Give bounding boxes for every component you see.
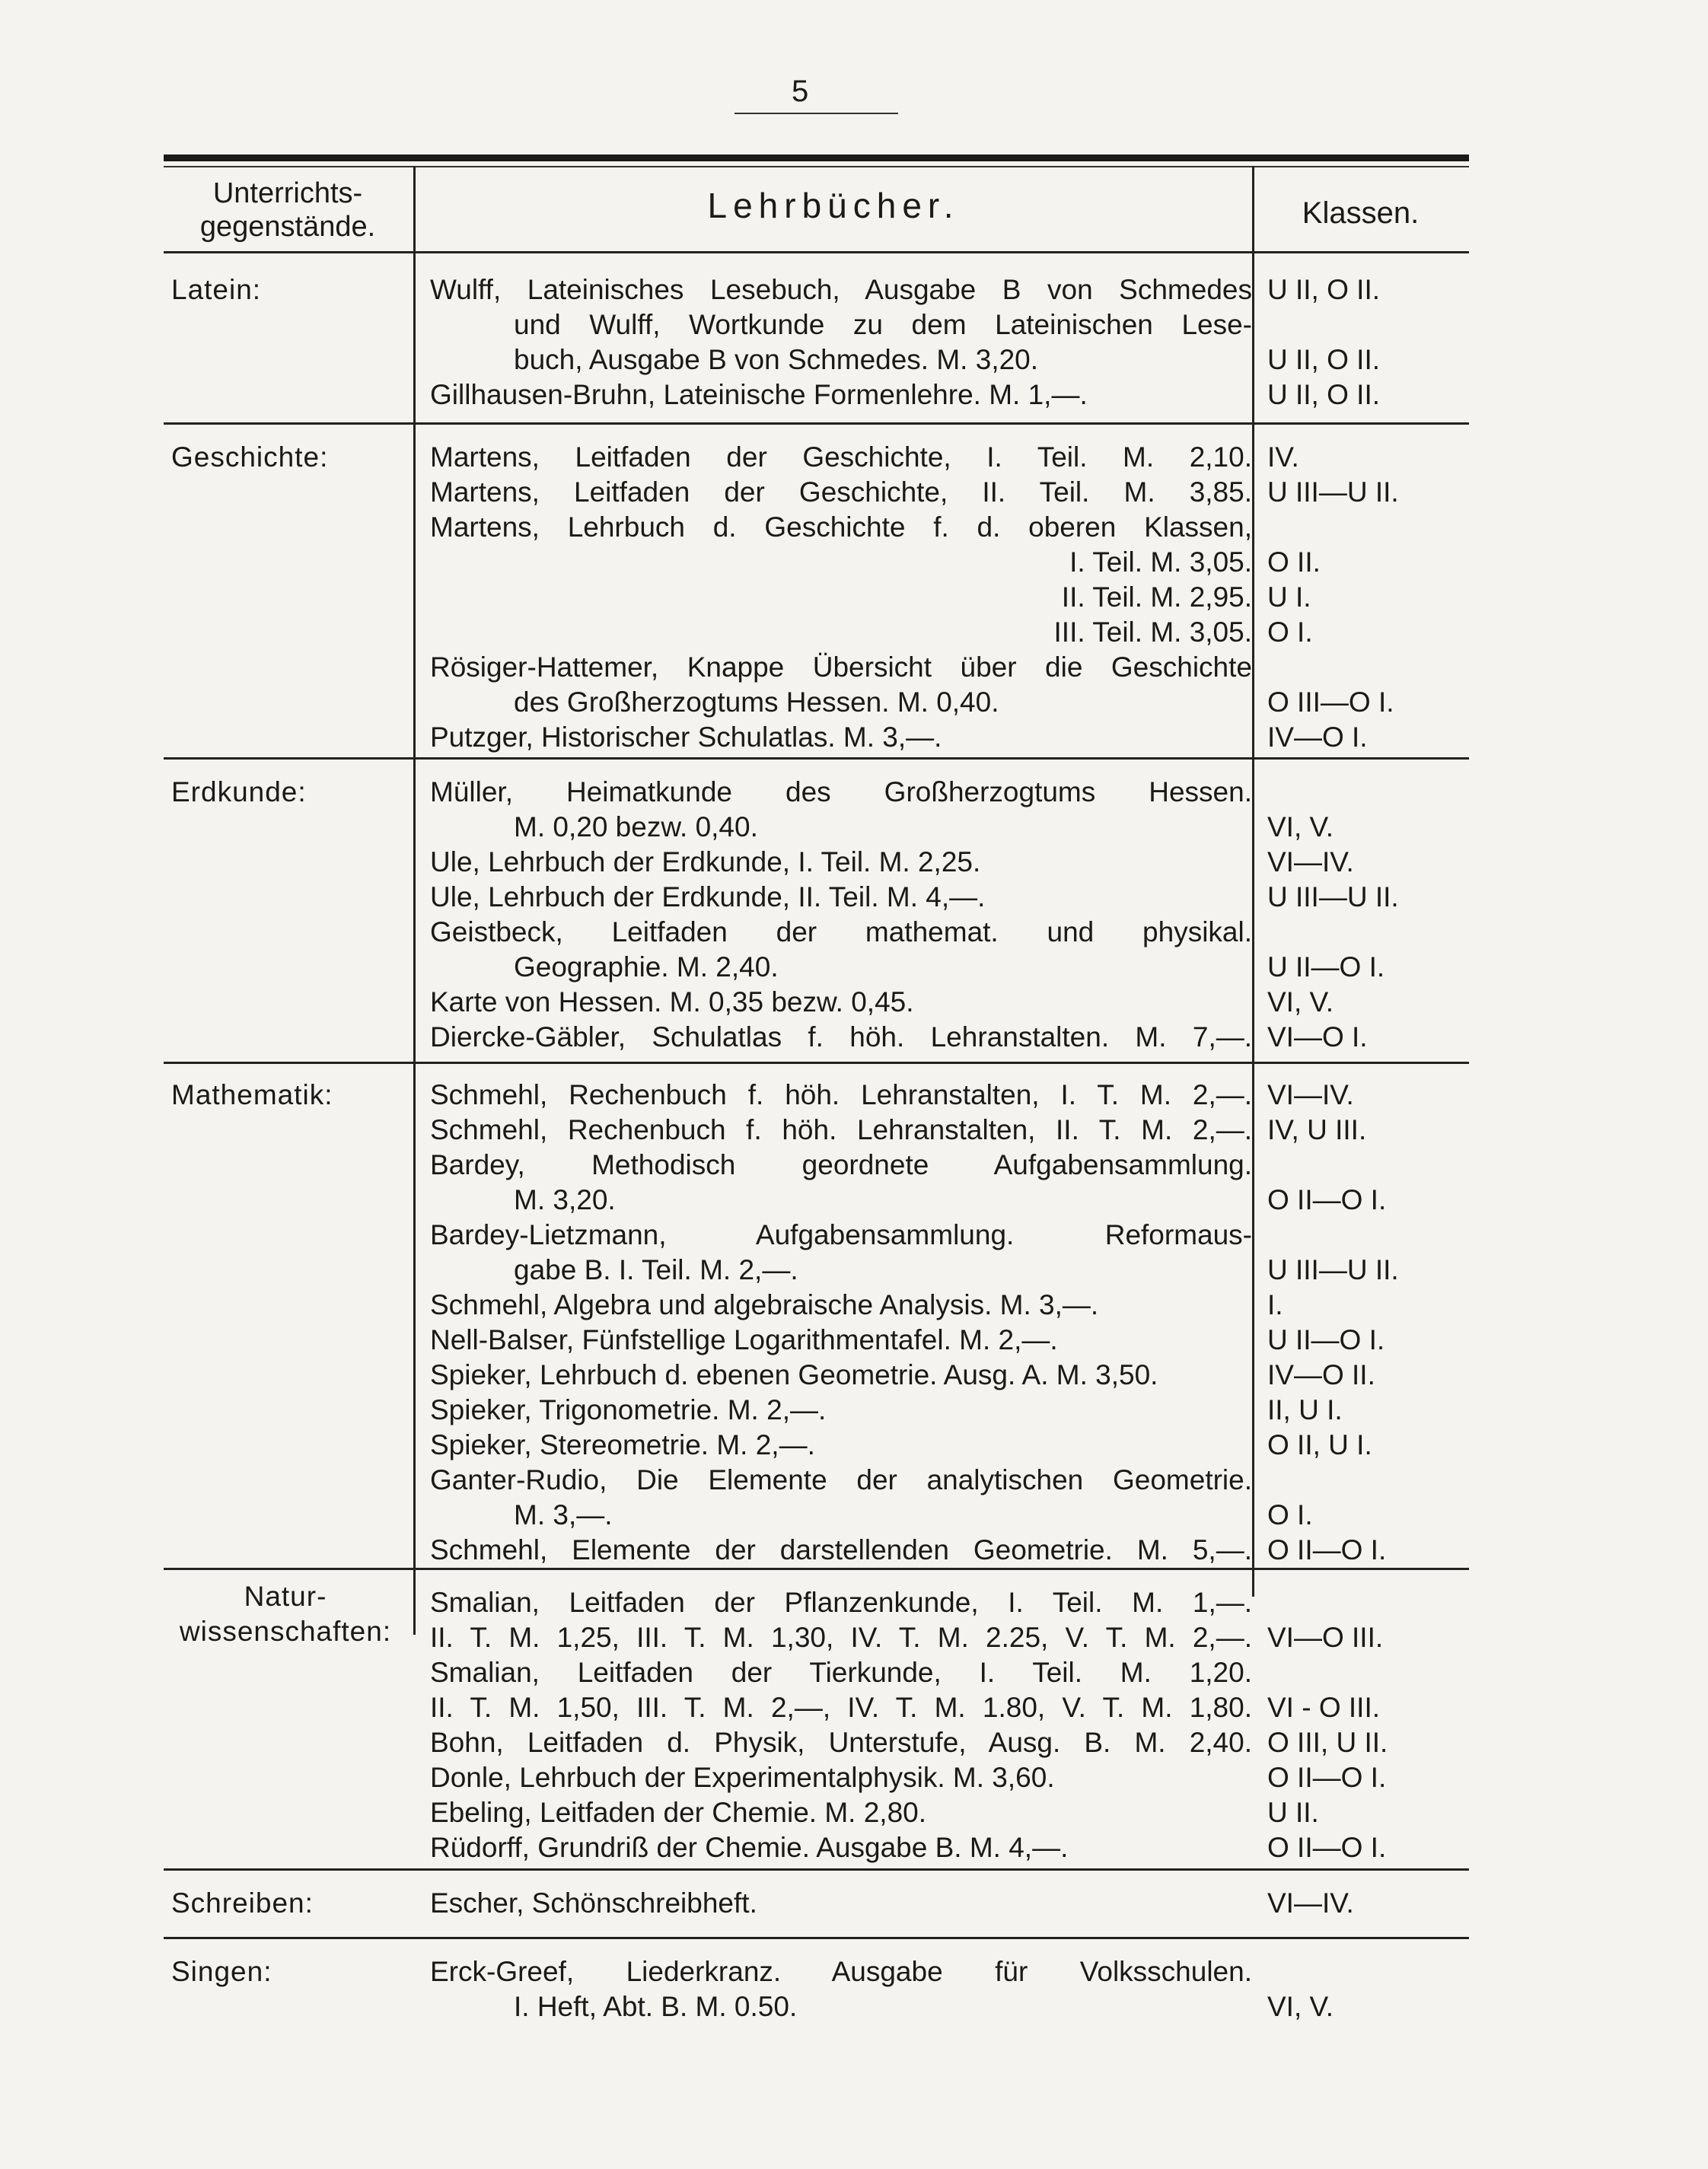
section-rule (164, 422, 1469, 425)
book-entry-classes: O II—O I. (1267, 1534, 1387, 1565)
list-item (430, 1989, 1461, 2024)
book-entry-classes: VI—IV. (1267, 1887, 1354, 1919)
section-rule (164, 1062, 1469, 1064)
list-item (430, 1183, 1461, 1218)
book-entry-text: Gillhausen-Bruhn, Lateinische Formenlehre. M. 1,—. (430, 379, 1088, 410)
book-entry-text: Ule, Lehrbuch der Erdkunde, II. Teil. M. 4,—. (430, 881, 986, 913)
list-item (430, 1020, 1461, 1055)
subject-erdkunde: Erdkunde: (171, 776, 307, 807)
section-geschichte (164, 434, 1469, 753)
section-rule (164, 1868, 1469, 1871)
page-number-rule (735, 113, 898, 114)
book-entry-classes: U III—U II. (1267, 881, 1399, 913)
book-entry-text: Donle, Lehrbuch der Experimentalphysik. M. 3,60. (430, 1762, 1055, 1793)
list-item (430, 510, 1461, 545)
book-entry-classes: O II—O I. (1267, 1832, 1387, 1863)
header-subjects-line1: Unterrichts- (212, 177, 363, 209)
book-entry-classes: VI—IV. (1267, 1079, 1354, 1110)
book-entry-classes: O II—O I. (1267, 1184, 1387, 1215)
book-entry-classes: U II. (1267, 1797, 1319, 1828)
table-top-rule (164, 154, 1469, 161)
book-entry-text: Müller, Heimatkunde des Großherzogtums Hessen. (430, 776, 1252, 807)
list-item (430, 342, 1461, 377)
book-entry-text: buch, Ausgabe B von Schmedes. M. 3,20. (514, 344, 1039, 375)
list-item (430, 650, 1461, 685)
list-item (430, 685, 1461, 720)
book-entry-text: Bardey, Methodisch geordnete Aufgabensammlung. (430, 1149, 1252, 1180)
subject-schreiben: Schreiben: (171, 1887, 314, 1919)
header-classes: Klassen. (1302, 196, 1420, 230)
subject-natur-line1: Natur- (244, 1581, 327, 1612)
subject-latein: Latein: (171, 274, 262, 305)
book-entry-text: Schmehl, Rechenbuch f. höh. Lehranstalten, II. T. M. 2,—. (430, 1114, 1252, 1145)
book-entry-text: M. 0,20 bezw. 0,40. (514, 811, 758, 842)
entries-naturwissenschaften (430, 1585, 1461, 1865)
list-item (430, 810, 1461, 845)
book-entry-classes: IV—O II. (1267, 1359, 1375, 1390)
entries-geschichte (430, 440, 1461, 755)
list-item (430, 1218, 1461, 1253)
entries-schreiben (430, 1886, 1461, 1921)
list-item (430, 1078, 1461, 1113)
header-subjects-line2: gegenstände. (199, 211, 376, 243)
list-item (430, 1358, 1461, 1393)
book-entry-text: gabe B. I. Teil. M. 2,—. (514, 1254, 798, 1285)
table-top-rule-thin (164, 166, 1469, 167)
book-entry-classes: IV. (1267, 441, 1299, 473)
book-entry-text: Escher, Schönschreibheft. (430, 1887, 757, 1919)
book-entry-text: Schmehl, Rechenbuch f. höh. Lehranstalten, I. T. M. 2,—. (430, 1079, 1252, 1110)
book-entry-text: Ule, Lehrbuch der Erdkunde, I. Teil. M. 2,25. (430, 846, 981, 877)
book-entry-text: Schmehl, Elemente der darstellenden Geometrie. M. 5,—. (430, 1534, 1252, 1565)
book-entry-classes: VI - O III. (1267, 1692, 1381, 1723)
list-item (430, 845, 1461, 880)
section-naturwissenschaften (164, 1579, 1469, 1876)
book-entry-text: Martens, Leitfaden der Geschichte, II. Teil. M. 3,85. (430, 476, 1252, 508)
list-item (430, 1585, 1461, 1620)
list-item (430, 1113, 1461, 1148)
book-entry-text: Ebeling, Leitfaden der Chemie. M. 2,80. (430, 1797, 926, 1828)
list-item (430, 880, 1461, 915)
list-item (430, 1725, 1461, 1760)
book-entry-text: Nell-Balser, Fünfstellige Logarithmentafel. M. 2,—. (430, 1324, 1058, 1355)
book-entry-classes: U III—U II. (1267, 1254, 1399, 1285)
entries-mathematik (430, 1078, 1461, 1568)
book-entry-classes: IV, U III. (1267, 1114, 1367, 1145)
book-entry-text: und Wulff, Wortkunde zu dem Lateinischen Lese- (514, 309, 1252, 340)
list-item (430, 1148, 1461, 1183)
list-item (430, 1760, 1461, 1795)
book-entry-text: I. Heft, Abt. B. M. 0.50. (514, 1991, 798, 2022)
list-item (430, 950, 1461, 985)
list-item (430, 775, 1461, 810)
book-entry-classes: U II, O II. (1267, 274, 1381, 305)
book-entry-classes: VI, V. (1267, 811, 1334, 842)
book-entry-classes: VI—O III. (1267, 1622, 1384, 1653)
entries-singen (430, 1954, 1461, 2024)
book-entry-text: Schmehl, Algebra und algebraische Analysis. M. 3,—. (430, 1289, 1099, 1320)
section-latein (164, 266, 1469, 411)
list-item (430, 915, 1461, 950)
book-entry-classes: O III, U II. (1267, 1727, 1388, 1758)
book-entry-classes: II, U I. (1267, 1394, 1343, 1425)
book-entry-classes: VI, V. (1267, 1991, 1334, 2022)
book-entry-text: Ganter-Rudio, Die Elemente der analytischen Geometrie. (430, 1464, 1252, 1495)
subject-singen: Singen: (171, 1956, 272, 1987)
book-entry-classes: O III—O I. (1267, 686, 1394, 718)
book-entry-classes: IV—O I. (1267, 721, 1368, 753)
section-singen (164, 1948, 1469, 2032)
entries-latein (430, 272, 1461, 412)
book-entry-text: II. T. M. 1,50, III. T. M. 2,—, IV. T. M. 1.80, V. T. M. 1,80. (430, 1692, 1252, 1723)
book-entry-text: Rüdorff, Grundriß der Chemie. Ausgabe B. M. 4,—. (430, 1832, 1069, 1863)
book-entry-text: Erck-Greef, Liederkranz. Ausgabe für Volksschulen. (430, 1956, 1252, 1987)
book-entry-text: Bohn, Leitfaden d. Physik, Unterstufe, Ausg. B. M. 2,40. (430, 1727, 1252, 1758)
book-entry-text: III. Teil. M. 3,05. (1053, 616, 1252, 648)
list-item (430, 475, 1461, 510)
list-item (430, 1886, 1461, 1921)
book-entry-text: Diercke-Gäbler, Schulatlas f. höh. Lehranstalten. M. 7,—. (430, 1021, 1252, 1053)
book-entry-classes: O I. (1267, 616, 1313, 648)
book-entry-classes: O II. (1267, 546, 1321, 578)
book-entry-text: Wulff, Lateinisches Lesebuch, Ausgabe B von Schmedes (430, 274, 1252, 305)
book-entry-classes: U II, O II. (1267, 379, 1381, 410)
subject-natur-line2: wissenschaften: (179, 1616, 392, 1647)
book-entry-classes: O II—O I. (1267, 1762, 1387, 1793)
list-item (430, 580, 1461, 615)
book-entry-text: Martens, Lehrbuch d. Geschichte f. d. oberen Klassen, (430, 511, 1252, 543)
subject-naturwissenschaften (164, 1579, 407, 1649)
list-item (430, 1690, 1461, 1725)
page-number: 5 (792, 75, 810, 108)
list-item (430, 545, 1461, 580)
list-item (430, 1954, 1461, 1989)
subject-geschichte: Geschichte: (171, 441, 329, 473)
list-item (430, 615, 1461, 650)
book-entry-text: Spieker, Stereometrie. M. 2,—. (430, 1429, 815, 1460)
book-entry-text: Geistbeck, Leitfaden der mathemat. und physikal. (430, 916, 1252, 948)
list-item (430, 985, 1461, 1020)
book-entry-classes: U II—O I. (1267, 1324, 1385, 1355)
section-mathematik (164, 1072, 1469, 1566)
book-entry-text: II. T. M. 1,25, III. T. M. 1,30, IV. T. M. 2.25, V. T. M. 2,—. (430, 1622, 1252, 1653)
list-item (430, 720, 1461, 755)
book-entry-classes: U II—O I. (1267, 951, 1385, 983)
book-entry-text: Spieker, Lehrbuch d. ebenen Geometrie. Ausg. A. M. 3,50. (430, 1359, 1158, 1390)
book-entry-text: Spieker, Trigonometrie. M. 2,—. (430, 1394, 827, 1425)
book-entry-classes: U II, O II. (1267, 344, 1381, 375)
list-item (430, 1795, 1461, 1830)
list-item (430, 1253, 1461, 1288)
book-entry-text: des Großherzogtums Hessen. M. 0,40. (514, 686, 999, 718)
section-rule (164, 1568, 1469, 1570)
list-item (430, 307, 1461, 342)
book-entry-text: Geographie. M. 2,40. (514, 951, 779, 983)
subject-mathematik: Mathematik: (171, 1079, 333, 1110)
book-entry-classes: O II, U I. (1267, 1429, 1372, 1460)
list-item (430, 1393, 1461, 1428)
book-entry-classes: U I. (1267, 581, 1311, 613)
book-entry-text: Rösiger-Hattemer, Knappe Übersicht über die Geschichte (430, 651, 1252, 683)
book-entry-text: Karte von Hessen. M. 0,35 bezw. 0,45. (430, 986, 914, 1018)
list-item (430, 377, 1461, 412)
section-erdkunde (164, 769, 1469, 1058)
section-rule (164, 757, 1469, 760)
list-item (430, 272, 1461, 307)
list-item (430, 440, 1461, 475)
list-item (430, 1830, 1461, 1865)
book-entry-classes: VI—IV. (1267, 846, 1354, 877)
book-entry-text: I. Teil. M. 3,05. (1069, 546, 1252, 578)
header-books: Lehrbücher. (707, 186, 960, 225)
list-item (430, 1463, 1461, 1498)
book-entry-text: II. Teil. M. 2,95. (1061, 581, 1252, 613)
book-entry-text: M. 3,20. (514, 1184, 616, 1215)
header-subjects (166, 177, 409, 244)
book-entry-text: Bardey-Lietzmann, Aufgabensammlung. Reformaus- (430, 1219, 1252, 1250)
list-item (430, 1428, 1461, 1463)
book-entry-text: Smalian, Leitfaden der Pflanzenkunde, I. Teil. M. 1,—. (430, 1587, 1252, 1618)
book-entry-text: Smalian, Leitfaden der Tierkunde, I. Teil. M. 1,20. (430, 1657, 1252, 1688)
book-entry-classes: O I. (1267, 1499, 1313, 1530)
book-entry-classes: U III—U II. (1267, 476, 1399, 508)
list-item (430, 1620, 1461, 1655)
list-item (430, 1498, 1461, 1533)
book-entry-classes: VI—O I. (1267, 1021, 1368, 1053)
list-item (430, 1655, 1461, 1690)
list-item (430, 1323, 1461, 1358)
book-entry-classes: VI, V. (1267, 986, 1334, 1018)
header-rule (164, 251, 1469, 253)
book-entry-text: Martens, Leitfaden der Geschichte, I. Teil. M. 2,10. (430, 441, 1252, 473)
entries-erdkunde (430, 775, 1461, 1055)
book-entry-text: Putzger, Historischer Schulatlas. M. 3,—. (430, 721, 942, 753)
book-entry-classes: I. (1267, 1289, 1283, 1320)
section-rule (164, 1937, 1469, 1939)
section-schreiben (164, 1880, 1469, 1925)
list-item (430, 1533, 1461, 1568)
book-entry-text: M. 3,—. (514, 1499, 613, 1530)
list-item (430, 1288, 1461, 1323)
